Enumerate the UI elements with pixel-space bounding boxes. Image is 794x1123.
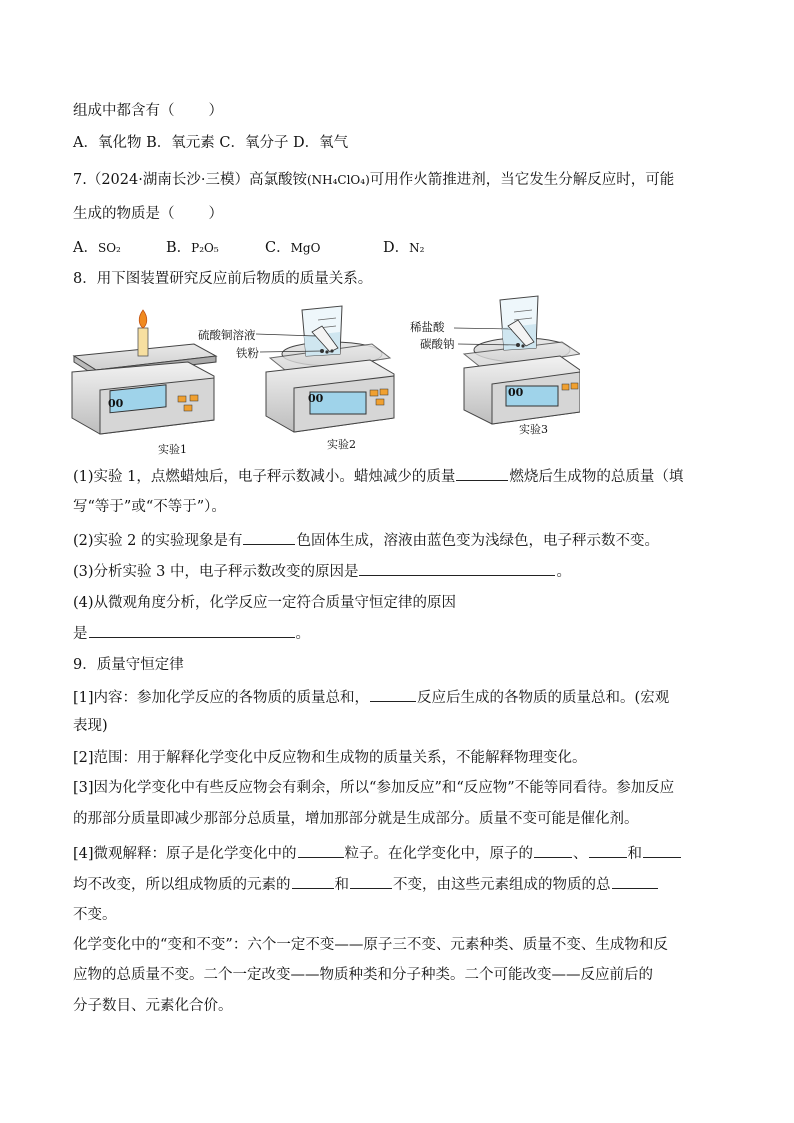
display-reading-3: 00: [508, 386, 524, 399]
q9-s2: [2]范围：用于解释化学变化中反应物和生成物的质量关系，不能解释物理变化。: [73, 750, 587, 766]
q9-s4-line3: 不变。: [73, 907, 117, 923]
q6-options: A．氧化物 B．氧元素 C．氧分子 D．氧气: [73, 135, 349, 151]
scale-experiment-1: [72, 310, 216, 434]
answer-blank[interactable]: [643, 843, 681, 858]
answer-blank[interactable]: [534, 843, 572, 858]
label-hydrochloric-acid: 稀盐酸: [410, 320, 445, 334]
q9-s1-line1: [1]内容：参加化学反应的各物质的质量总和， 反应后生成的各物质的质量总和。(宏观: [73, 687, 669, 708]
q8-part1-line2: 写“等于”或“不等于”）。: [73, 499, 226, 515]
q9-s3-line1: [3]因为化学变化中有些反应物会有剩余，所以“参加反应”和“反应物”不能等同看待。参加反应: [73, 780, 675, 796]
display-reading-2: 00: [308, 392, 324, 405]
q8-title: 8．用下图装置研究反应前后物质的质量关系。: [73, 271, 373, 287]
q9-title: 9．质量守恒定律: [73, 657, 184, 673]
label-iron-powder: 铁粉: [236, 346, 259, 360]
q7-stem: 7.（2024·湖南长沙·三模）高氯酸铵(NH₄ClO₄)可用作火箭推进剂，当它发生分解反应时，可能: [73, 172, 675, 188]
caption-experiment-3: 实验3: [519, 423, 548, 436]
q9-summary-line3: 分子数目、元素化合价。: [73, 998, 233, 1014]
q9-summary-line2: 应物的总质量不变。二个一定改变——物质种类和分子种类。二个可能改变——反应前后的: [73, 967, 653, 983]
answer-blank[interactable]: [292, 874, 334, 889]
experiment-figure: [60, 292, 580, 462]
answer-blank[interactable]: [89, 623, 295, 638]
caption-experiment-1: 实验1: [158, 443, 187, 456]
answer-blank[interactable]: [359, 561, 555, 576]
q8-part3: (3)分析实验 3 中，电子秤示数改变的原因是 。: [73, 561, 571, 582]
q9-s4-line1: [4]微观解释：原子是化学变化中的 粒子。在化学变化中，原子的 、 和: [73, 843, 682, 864]
caption-experiment-2: 实验2: [327, 438, 356, 451]
q8-part1-line1: (1)实验 1，点燃蜡烛后，电子秤示数减小。蜡烛减少的质量 燃烧后生成物的总质量（填: [73, 466, 683, 487]
q7-line2: 生成的物质是（ ）: [73, 206, 223, 222]
q7-option-c: C．MgO: [265, 240, 321, 256]
q7-formula: (NH₄ClO₄): [306, 173, 370, 187]
answer-blank[interactable]: [243, 530, 295, 545]
scale-experiment-3: [454, 296, 580, 424]
answer-blank[interactable]: [456, 466, 508, 481]
q7-option-d: D．N₂: [383, 240, 425, 256]
q8-part2: (2)实验 2 的实验现象是有 色固体生成，溶液由蓝色变为浅绿色，电子秤示数不变。: [73, 530, 659, 551]
answer-blank[interactable]: [350, 874, 392, 889]
scale-experiment-2: [256, 306, 394, 432]
display-reading-1: 00: [108, 397, 124, 410]
q9-summary-line1: 化学变化中的“变和不变”：六个一定不变——原子三不变、元素种类、质量不变、生成物和反: [73, 937, 668, 953]
q8-part4-line1: (4)从微观角度分析，化学反应一定符合质量守恒定律的原因: [73, 595, 457, 611]
q9-s3-line2: 的那部分质量即减少那部分总质量，增加那部分就是生成部分。质量不变可能是催化剂。: [73, 811, 639, 827]
q6-stem: 组成中都含有（ ）: [73, 103, 223, 119]
q7-option-b: B．P₂O₅: [166, 240, 219, 256]
label-sodium-carbonate: 碳酸钠: [420, 337, 455, 351]
q8-part4-line2: 是 。: [73, 623, 310, 644]
answer-blank[interactable]: [370, 687, 416, 702]
q7-option-a: A．SO₂: [73, 240, 121, 256]
label-copper-sulfate: 硫酸铜溶液: [198, 328, 256, 342]
answer-blank[interactable]: [298, 843, 344, 858]
answer-blank[interactable]: [589, 843, 627, 858]
q9-s4-line2: 均不改变，所以组成物质的元素的 和 不变，由这些元素组成的物质的总: [73, 874, 659, 895]
answer-blank[interactable]: [612, 874, 658, 889]
q9-s1-line2: 表现): [73, 718, 108, 734]
